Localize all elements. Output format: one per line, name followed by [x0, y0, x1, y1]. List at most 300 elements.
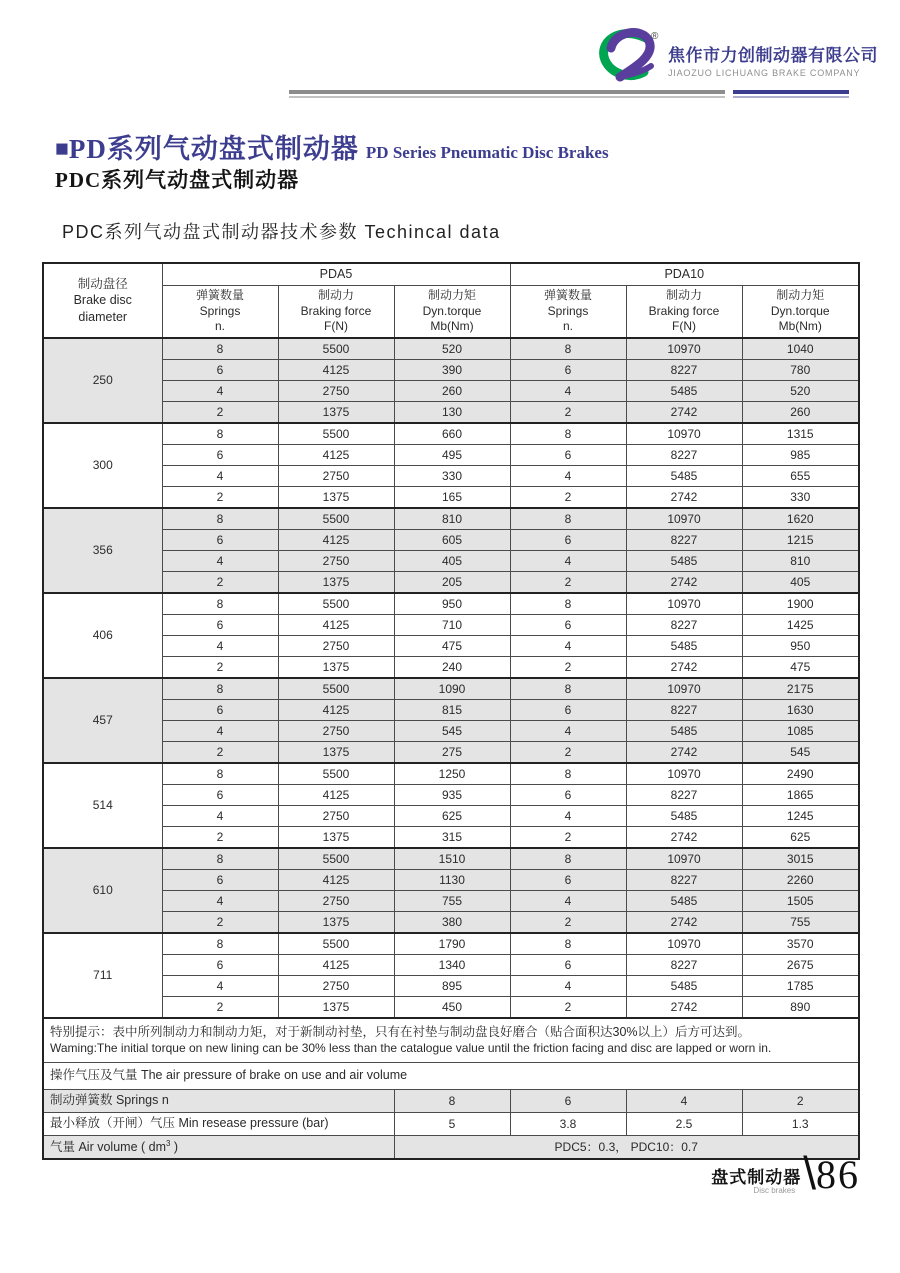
table-row	[43, 721, 859, 742]
data-cell: 2742	[626, 572, 742, 594]
data-cell: 1785	[742, 976, 859, 997]
data-cell: 755	[742, 912, 859, 934]
header-row-subcolumns	[43, 286, 859, 339]
data-cell: 6	[510, 615, 626, 636]
table-row	[43, 551, 859, 572]
data-cell: 1340	[394, 955, 510, 976]
data-cell: 3570	[742, 933, 859, 955]
springs-count-value: 2	[742, 1090, 859, 1113]
data-cell: 1425	[742, 615, 859, 636]
data-cell: 8227	[626, 955, 742, 976]
table-row	[43, 466, 859, 487]
table-row	[43, 955, 859, 976]
data-cell: 5500	[278, 848, 394, 870]
data-cell: 5500	[278, 933, 394, 955]
note-row	[43, 1018, 859, 1063]
diameter-column-header	[43, 263, 162, 338]
header-rule-purple	[733, 90, 849, 94]
data-cell: 240	[394, 657, 510, 679]
data-cell: 495	[394, 445, 510, 466]
data-cell: 2750	[278, 466, 394, 487]
sub-header-pda10-force	[626, 286, 742, 339]
data-cell: 10970	[626, 848, 742, 870]
data-cell: 8227	[626, 360, 742, 381]
springs-count-label: 制动弹簧数 Springs n	[43, 1090, 394, 1113]
data-cell: 390	[394, 360, 510, 381]
sub-header-line: Braking force	[648, 303, 720, 318]
data-cell: 2750	[278, 381, 394, 402]
footer-divider: \	[803, 1147, 816, 1199]
data-cell: 545	[742, 742, 859, 764]
springs-count-row	[43, 1090, 859, 1113]
data-cell: 315	[394, 827, 510, 849]
data-cell: 810	[394, 508, 510, 530]
data-cell: 950	[394, 593, 510, 615]
air-volume-label: 气量 Air volume ( $dm^3$ )	[43, 1136, 394, 1160]
table-row	[43, 615, 859, 636]
model-header-pda10: PDA10	[510, 263, 859, 286]
data-cell: 4	[162, 551, 278, 572]
data-cell: 1620	[742, 508, 859, 530]
page-number: 86	[816, 1152, 860, 1197]
header-rule-purple-shadow	[733, 96, 849, 98]
data-cell: 5500	[278, 423, 394, 445]
data-cell: 6	[162, 360, 278, 381]
data-cell: 4	[162, 381, 278, 402]
data-cell: 10970	[626, 933, 742, 955]
table-row	[43, 402, 859, 424]
technical-data-table-wrap	[42, 262, 860, 1160]
data-cell: 8	[162, 338, 278, 360]
data-cell: 660	[394, 423, 510, 445]
data-cell: 5485	[626, 891, 742, 912]
sub-header-pda5-torque	[394, 286, 510, 339]
data-cell: 2742	[626, 487, 742, 509]
min-pressure-value: 3.8	[510, 1113, 626, 1136]
data-cell: 2	[510, 742, 626, 764]
data-cell: 4125	[278, 360, 394, 381]
table-row	[43, 338, 859, 360]
data-cell: 475	[742, 657, 859, 679]
sub-header-line: Mb(Nm)	[778, 319, 822, 334]
data-cell: 8227	[626, 700, 742, 721]
data-cell: 8	[510, 848, 626, 870]
table-row	[43, 572, 859, 594]
data-cell: 2	[510, 912, 626, 934]
data-cell: 8	[162, 763, 278, 785]
data-cell: 6	[510, 955, 626, 976]
data-cell: 4	[510, 976, 626, 997]
header-rule-gray	[289, 90, 725, 94]
data-cell: 625	[394, 806, 510, 827]
data-cell: 8	[510, 423, 626, 445]
data-cell: 4	[510, 891, 626, 912]
data-cell: 8227	[626, 445, 742, 466]
data-cell: 5485	[626, 636, 742, 657]
table-head	[43, 263, 859, 338]
data-cell: 4125	[278, 615, 394, 636]
table-row	[43, 593, 859, 615]
data-cell: 2742	[626, 657, 742, 679]
data-cell: 6	[162, 445, 278, 466]
data-cell: 895	[394, 976, 510, 997]
data-cell: 2	[510, 997, 626, 1019]
sub-header-line: 制动力	[317, 288, 354, 303]
diameter-cell: 250	[43, 338, 162, 423]
data-cell: 475	[394, 636, 510, 657]
diameter-cell: 300	[43, 423, 162, 508]
data-cell: 4	[162, 721, 278, 742]
data-cell: 2742	[626, 997, 742, 1019]
data-cell: 4125	[278, 445, 394, 466]
data-cell: 1790	[394, 933, 510, 955]
data-cell: 260	[742, 402, 859, 424]
data-cell: 330	[742, 487, 859, 509]
sub-header-pda5-springs	[162, 286, 278, 339]
data-cell: 2742	[626, 402, 742, 424]
data-cell: 8227	[626, 530, 742, 551]
data-cell: 8227	[626, 870, 742, 891]
sub-header-line: n.	[562, 319, 573, 334]
page-footer	[620, 1147, 860, 1199]
data-cell: 8	[162, 423, 278, 445]
data-cell: 2	[162, 487, 278, 509]
data-cell: 405	[742, 572, 859, 594]
data-cell: 1315	[742, 423, 859, 445]
data-cell: 1090	[394, 678, 510, 700]
springs-count-value: 8	[394, 1090, 510, 1113]
data-cell: 405	[394, 551, 510, 572]
data-cell: 2750	[278, 721, 394, 742]
diameter-header-line: diameter	[78, 309, 128, 324]
data-cell: 1250	[394, 763, 510, 785]
data-cell: 4	[162, 466, 278, 487]
data-cell: 450	[394, 997, 510, 1019]
registered-trademark-icon: ®	[651, 31, 659, 42]
data-cell: 2750	[278, 891, 394, 912]
table-row	[43, 976, 859, 997]
data-cell: 1900	[742, 593, 859, 615]
data-cell: 4	[162, 806, 278, 827]
series-title-en: PD Series Pneumatic Disc Brakes	[365, 143, 609, 162]
data-cell: 8227	[626, 785, 742, 806]
data-cell: 780	[742, 360, 859, 381]
company-name-en: JIAOZUO LICHUANG BRAKE COMPANY	[668, 68, 861, 78]
table-row	[43, 508, 859, 530]
data-cell: 605	[394, 530, 510, 551]
data-cell: 5485	[626, 551, 742, 572]
table-row	[43, 445, 859, 466]
data-cell: 205	[394, 572, 510, 594]
air-section-row	[43, 1063, 859, 1090]
data-cell: 6	[510, 785, 626, 806]
diameter-cell: 356	[43, 508, 162, 593]
data-cell: 4	[510, 551, 626, 572]
air-volume-exponent: 3	[166, 1138, 171, 1148]
table-row	[43, 763, 859, 785]
data-cell: 2750	[278, 551, 394, 572]
technical-data-table	[42, 262, 860, 1160]
min-pressure-label: 最小释放（开闸）气压 Min resease pressure (bar)	[43, 1113, 394, 1136]
data-cell: 8	[510, 678, 626, 700]
data-cell: 4	[510, 381, 626, 402]
table-row	[43, 997, 859, 1019]
data-cell: 1865	[742, 785, 859, 806]
sub-header-line: Mb(Nm)	[430, 319, 474, 334]
data-cell: 4	[162, 891, 278, 912]
section-heading: PDC系列气动盘式制动器技术参数 Techincal data	[62, 222, 501, 242]
data-cell: 8	[510, 508, 626, 530]
sub-header-line: Springs	[199, 303, 241, 318]
table-row	[43, 423, 859, 445]
note-text-zh: 特别提示：表中所列制动力和制动力矩，对于新制动衬垫，只有在衬垫与制动盘良好磨合（贴合面积达30%以上）后方可达到。	[50, 1024, 751, 1039]
sub-header-line: Braking force	[300, 303, 372, 318]
data-cell: 1510	[394, 848, 510, 870]
data-cell: 5500	[278, 508, 394, 530]
data-cell: 2742	[626, 912, 742, 934]
diameter-cell: 711	[43, 933, 162, 1018]
table-row	[43, 891, 859, 912]
data-cell: 1375	[278, 657, 394, 679]
series-title	[55, 127, 609, 166]
data-cell: 2	[510, 827, 626, 849]
data-cell: 1375	[278, 912, 394, 934]
data-cell: 6	[510, 530, 626, 551]
data-cell: 5500	[278, 593, 394, 615]
data-cell: 165	[394, 487, 510, 509]
table-row	[43, 678, 859, 700]
data-cell: 1375	[278, 997, 394, 1019]
note-text-en: Waming:The initial torque on new lining can be 30% less than the catalogue value until the friction facing and disc are lapped or worn in.	[50, 1041, 772, 1056]
data-cell: 10970	[626, 338, 742, 360]
data-cell: 1215	[742, 530, 859, 551]
data-cell: 8	[510, 338, 626, 360]
diameter-cell: 610	[43, 848, 162, 933]
data-cell: 2	[162, 997, 278, 1019]
data-cell: 2	[162, 742, 278, 764]
data-cell: 1630	[742, 700, 859, 721]
sub-header-line: Dyn.torque	[770, 303, 830, 318]
table-row	[43, 933, 859, 955]
data-cell: 985	[742, 445, 859, 466]
sub-header-line: F(N)	[672, 319, 696, 334]
data-cell: 1375	[278, 742, 394, 764]
data-cell: 1375	[278, 487, 394, 509]
data-cell: 330	[394, 466, 510, 487]
data-cell: 2	[510, 487, 626, 509]
data-cell: 10970	[626, 423, 742, 445]
table-row	[43, 742, 859, 764]
data-cell: 950	[742, 636, 859, 657]
data-cell: 6	[510, 870, 626, 891]
footer-label-block	[711, 1163, 801, 1195]
data-cell: 8	[162, 593, 278, 615]
min-pressure-value: 1.3	[742, 1113, 859, 1136]
data-cell: 4125	[278, 955, 394, 976]
diameter-cell: 406	[43, 593, 162, 678]
sub-header-pda10-torque	[742, 286, 859, 339]
data-cell: 10970	[626, 763, 742, 785]
sub-header-line: Dyn.torque	[422, 303, 482, 318]
air-section-title-cell: 操作气压及气量 The air pressure of brake on use and air volume	[43, 1063, 859, 1090]
data-cell: 8	[162, 933, 278, 955]
header-row-models	[43, 263, 859, 286]
data-cell: 6	[510, 360, 626, 381]
data-cell: 1245	[742, 806, 859, 827]
data-cell: 2260	[742, 870, 859, 891]
data-cell: 2750	[278, 636, 394, 657]
table-row	[43, 487, 859, 509]
data-cell: 1040	[742, 338, 859, 360]
sub-header-line: 制动力矩	[776, 288, 825, 303]
data-cell: 1085	[742, 721, 859, 742]
data-cell: 1375	[278, 402, 394, 424]
data-cell: 5500	[278, 678, 394, 700]
table-row	[43, 657, 859, 679]
data-cell: 6	[162, 785, 278, 806]
data-cell: 5485	[626, 721, 742, 742]
data-cell: 2	[162, 657, 278, 679]
company-name-block	[668, 41, 878, 78]
data-cell: 6	[162, 615, 278, 636]
table-row	[43, 785, 859, 806]
diameter-cell: 514	[43, 763, 162, 848]
data-cell: 4125	[278, 530, 394, 551]
data-cell: 2	[162, 572, 278, 594]
sub-header-pda5-force	[278, 286, 394, 339]
data-cell: 3015	[742, 848, 859, 870]
data-cell: 710	[394, 615, 510, 636]
table-body	[43, 338, 859, 1159]
data-cell: 6	[162, 955, 278, 976]
data-cell: 2742	[626, 827, 742, 849]
data-cell: 5485	[626, 806, 742, 827]
data-cell: 8	[510, 593, 626, 615]
data-cell: 2675	[742, 955, 859, 976]
data-cell: 2490	[742, 763, 859, 785]
table-row	[43, 848, 859, 870]
diameter-header-line: 制动盘径	[77, 277, 128, 292]
data-cell: 4125	[278, 785, 394, 806]
data-cell: 545	[394, 721, 510, 742]
data-cell: 4125	[278, 870, 394, 891]
data-cell: 2742	[626, 742, 742, 764]
table-row	[43, 912, 859, 934]
data-cell: 6	[162, 530, 278, 551]
table-row	[43, 360, 859, 381]
data-cell: 10970	[626, 508, 742, 530]
springs-count-value: 6	[510, 1090, 626, 1113]
data-cell: 890	[742, 997, 859, 1019]
sub-header-line: 制动力	[665, 288, 702, 303]
diameter-cell: 457	[43, 678, 162, 763]
data-cell: 4	[510, 466, 626, 487]
data-cell: 935	[394, 785, 510, 806]
data-cell: 655	[742, 466, 859, 487]
data-cell: 10970	[626, 678, 742, 700]
data-cell: 625	[742, 827, 859, 849]
data-cell: 1375	[278, 572, 394, 594]
data-cell: 2	[510, 402, 626, 424]
data-cell: 275	[394, 742, 510, 764]
data-cell: 1505	[742, 891, 859, 912]
data-cell: 8	[510, 763, 626, 785]
data-cell: 4125	[278, 700, 394, 721]
data-cell: 5500	[278, 338, 394, 360]
model-header-pda5: PDA5	[162, 263, 510, 286]
springs-count-value: 4	[626, 1090, 742, 1113]
data-cell: 4	[162, 976, 278, 997]
sub-header-line: 制动力矩	[427, 288, 476, 303]
data-cell: 1375	[278, 827, 394, 849]
data-cell: 4	[510, 806, 626, 827]
sub-header-line: F(N)	[324, 319, 348, 334]
data-cell: 5500	[278, 763, 394, 785]
sub-header-line: 弹簧数量	[543, 288, 592, 303]
subseries-title: PDC系列气动盘式制动器	[55, 168, 300, 192]
data-cell: 815	[394, 700, 510, 721]
sub-header-pda10-springs	[510, 286, 626, 339]
data-cell: 8	[162, 508, 278, 530]
table-row	[43, 636, 859, 657]
table-row	[43, 381, 859, 402]
data-cell: 2750	[278, 806, 394, 827]
data-cell: 4	[162, 636, 278, 657]
data-cell: 8227	[626, 615, 742, 636]
min-pressure-row	[43, 1113, 859, 1136]
table-row	[43, 700, 859, 721]
footer-label-en: Disc brakes	[753, 1186, 796, 1195]
square-bullet-icon: ■	[55, 136, 69, 161]
table-row	[43, 827, 859, 849]
data-cell: 2175	[742, 678, 859, 700]
company-name-zh: 焦作市力创制动器有限公司	[668, 46, 878, 65]
data-cell: 380	[394, 912, 510, 934]
series-title-zh: PD系列气动盘式制动器	[68, 134, 359, 164]
data-cell: 2	[162, 402, 278, 424]
min-pressure-value: 2.5	[626, 1113, 742, 1136]
data-cell: 6	[162, 870, 278, 891]
air-volume-value: PDC5：0.3， PDC10：0.7	[394, 1136, 859, 1160]
data-cell: 2750	[278, 976, 394, 997]
data-cell: 520	[742, 381, 859, 402]
data-cell: 5485	[626, 381, 742, 402]
data-cell: 2	[162, 827, 278, 849]
data-cell: 810	[742, 551, 859, 572]
table-row	[43, 530, 859, 551]
sub-header-line: Springs	[547, 303, 589, 318]
table-row	[43, 870, 859, 891]
sub-header-line: n.	[214, 319, 225, 334]
data-cell: 4	[510, 636, 626, 657]
data-cell: 5485	[626, 466, 742, 487]
data-cell: 130	[394, 402, 510, 424]
data-cell: 6	[510, 700, 626, 721]
data-cell: 1130	[394, 870, 510, 891]
header-rule-gray-shadow	[289, 96, 725, 98]
note-cell	[43, 1018, 859, 1063]
footer-label-zh: 盘式制动器	[711, 1168, 802, 1187]
min-pressure-value: 5	[394, 1113, 510, 1136]
diameter-header-line: Brake disc	[73, 293, 132, 308]
data-cell: 520	[394, 338, 510, 360]
data-cell: 5485	[626, 976, 742, 997]
data-cell: 755	[394, 891, 510, 912]
sub-header-line: 弹簧数量	[195, 288, 244, 303]
data-cell: 2	[510, 657, 626, 679]
data-cell: 2	[162, 912, 278, 934]
data-cell: 260	[394, 381, 510, 402]
